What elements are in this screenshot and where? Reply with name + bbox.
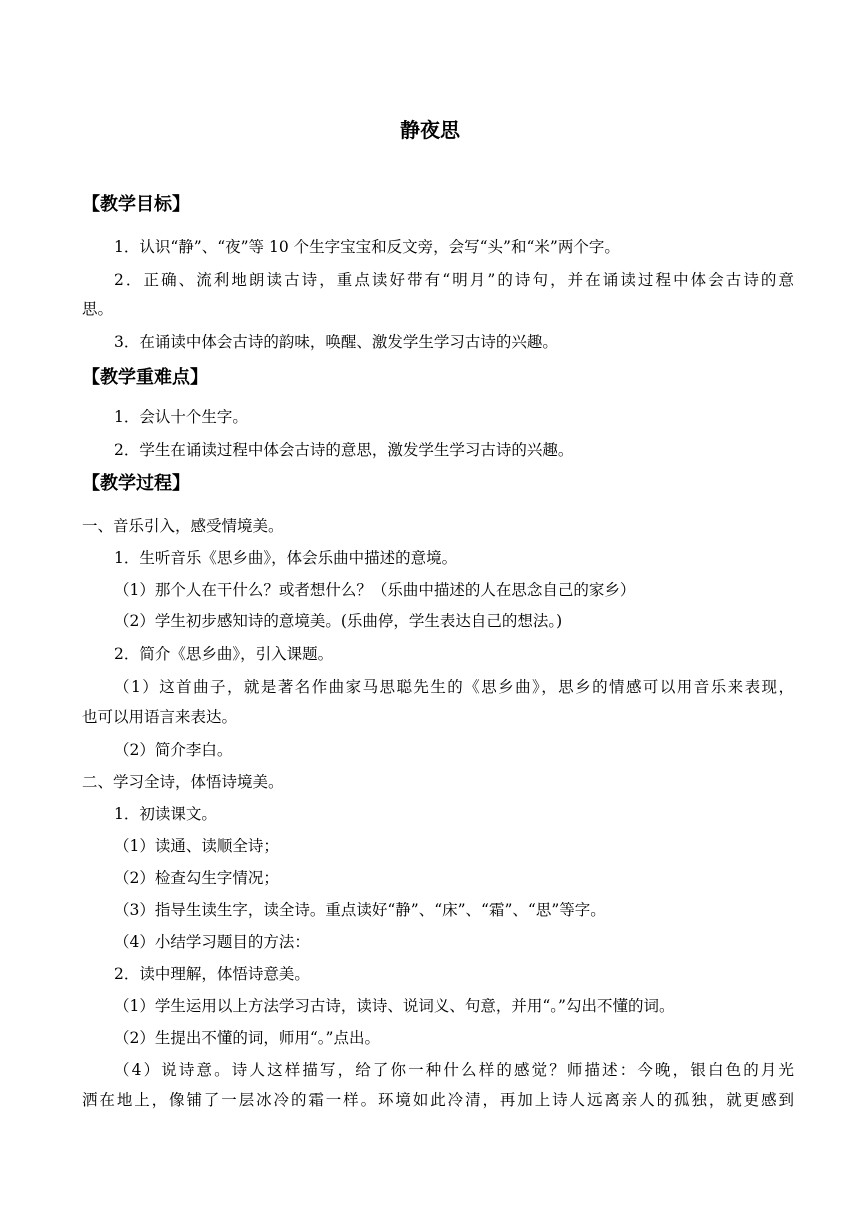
paragraph: 2．正确、流利地朗读古诗，重点读好带有“明月”的诗句，并在诵读过程中体会古诗的意 xyxy=(114,271,794,289)
paragraph: （1）学生运用以上方法学习古诗，读诗、说词义、句意，并用“。”勾出不懂的词。 xyxy=(114,997,675,1015)
paragraph: 思。 xyxy=(82,300,114,318)
paragraph: （1）这首曲子，就是著名作曲家马思聪先生的《思乡曲》，思乡的情感可以用音乐来表现， xyxy=(114,678,794,696)
paragraph: 1．会认十个生字。 xyxy=(114,408,248,426)
paragraph: 也可以用语言来表达。 xyxy=(82,708,238,726)
paragraph: 2．学生在诵读过程中体会古诗的意思，激发学生学习古诗的兴趣。 xyxy=(114,441,574,459)
paragraph: 1．初读课文。 xyxy=(114,805,217,823)
paragraph: （2）简介李白。 xyxy=(114,741,233,759)
paragraph: 洒在地上，像铺了一层冰冷的霜一样。环境如此冷清，再加上诗人远离亲人的孤独，就更感到 xyxy=(82,1091,794,1109)
paragraph: 1．生听音乐《思乡曲》，体会乐曲中描述的意境。 xyxy=(114,549,458,567)
paragraph: 二、学习全诗，体悟诗境美。 xyxy=(82,773,284,791)
paragraph: （2）检查勾生字情况； xyxy=(114,869,279,887)
paragraph: 3．在诵读中体会古诗的韵味，唤醒、激发学生学习古诗的兴趣。 xyxy=(114,333,558,351)
section-heading-goals: 【教学目标】 xyxy=(82,194,190,215)
page-title: 静夜思 xyxy=(400,118,460,142)
section-heading-process: 【教学过程】 xyxy=(82,473,190,494)
paragraph: （1）读通、读顺全诗； xyxy=(114,837,279,855)
paragraph: 2．读中理解，体悟诗意美。 xyxy=(114,965,310,983)
paragraph: （2）学生初步感知诗的意境美。(乐曲停，学生表达自己的想法。) xyxy=(114,612,563,630)
paragraph: （3）指导生读生字，读全诗。重点读好“静”、“床”、“霜”、“思”等字。 xyxy=(114,901,606,919)
paragraph: 2．简介《思乡曲》，引入课题。 xyxy=(114,645,334,663)
paragraph: （2）生提出不懂的词，师用“。”点出。 xyxy=(114,1029,380,1047)
paragraph: （4）说诗意。诗人这样描写，给了你一种什么样的感觉？师描述：今晚，银白色的月光 xyxy=(114,1061,794,1079)
paragraph: （4）小结学习题目的方法： xyxy=(114,933,310,951)
paragraph: 1．认识“静”、“夜”等 10 个生字宝宝和反文旁，会写“头”和“米”两个字。 xyxy=(114,238,620,256)
paragraph: 一、音乐引入，感受情境美。 xyxy=(82,517,284,535)
paragraph: （1）那个人在干什么？或者想什么？（乐曲中描述的人在思念自己的家乡） xyxy=(114,581,636,599)
section-heading-key-points: 【教学重难点】 xyxy=(82,367,208,388)
